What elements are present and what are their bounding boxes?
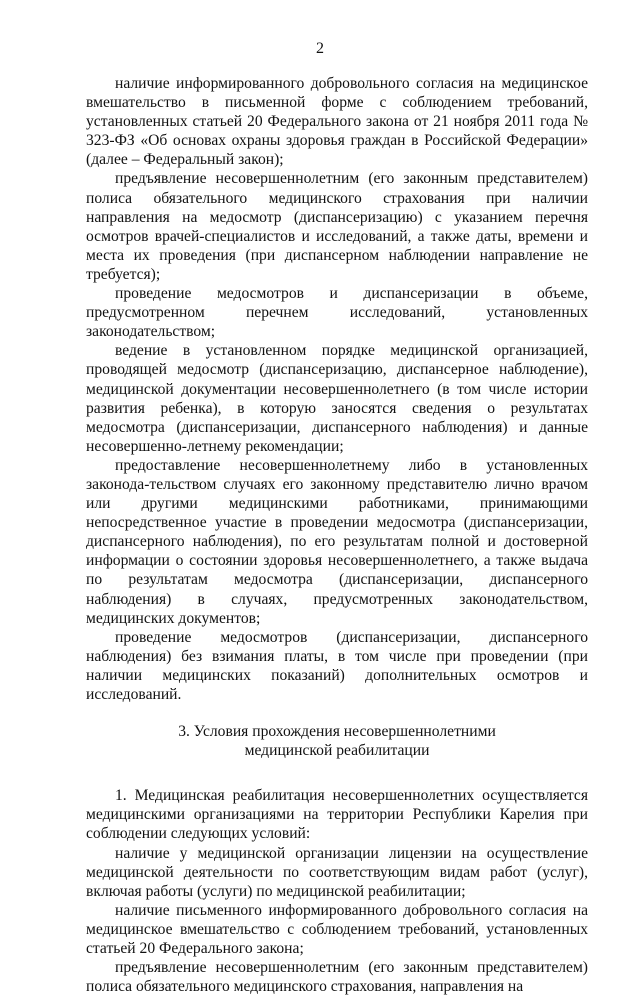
paragraph-rehabilitation-intro: 1. Медицинская реабилитация несовершеннолетних осуществляется медицинскими организациями на территории Республики Карелия при соблюдении следующих условий: [86,787,588,843]
section-heading-line-2: медицинской реабилитации [244,742,430,760]
section-spacer [86,760,588,786]
paragraph-information-provision: предоставление несовершеннолетнему либо в установленных законода-тельством случаях его законному представителю лично врачом или другими медицинскими работниками, принимающими непосредственное участие в проведении медосмотра (диспансеризации, диспансерного наблюдения), по его результатам полной и достоверной информации о состоянии здоровья несовершеннолетнего, а также выдача по результатам медосмотра (диспансеризации, диспансерного наблюдения) в случаях, предусмотренных законодательством, медицинских документов; [86,456,588,627]
section-heading-line-1: 3. Условия прохождения несовершеннолетними [178,723,496,741]
paragraph-medical-records: ведение в установленном порядке медицинской организацией, проводящей медосмотр (диспансеризацию, диспансерное наблюдение), медицинской документации несовершеннолетнего (в том числе истории развития ребенка), в которую заносятся сведения о результатах медосмотра (диспансеризации, диспансерного наблюдения) и данные несовершенно-летнему рекомендации; [86,342,588,455]
paragraph-insurance-policy: предъявление несовершеннолетним (его законным представителем) полиса обязательного медицинского страхования при наличии направления на медосмотр (диспансеризацию) с указанием перечня осмотров врачей-специалистов и исследований, а также даты, времени и места их проведения (при диспансерном наблюдении направление не требуется); [86,170,588,283]
page-number: 2 [316,40,324,57]
paragraph-policy-referral: предъявление несовершеннолетним (его законным представителем) полиса обязательного медицинского страхования, направления на [86,959,588,996]
paragraph-license: наличие у медицинской организации лицензии на осуществление медицинской деятельности по соответствующим видам работ (услуг), включая работы (услуги) по медицинской реабилитации; [86,844,588,900]
paragraph-written-consent: наличие письменного информированного добровольного согласия на медицинское вмешательство с соблюдением требований, установленных статьей 20 Федерального закона; [86,901,588,958]
paragraph-informed-consent: наличие информированного добровольного согласия на медицинское вмешательство в письменной форме с соблюдением требований, установленных статьей 20 Федерального закона от 21 ноября 2011 года № 323-ФЗ «Об основах охраны здоровья граждан в Российской Федерации» (далее – Федеральный закон); [86,75,588,169]
paragraph-exam-scope: проведение медосмотров и диспансеризации в объеме, предусмотренном перечнем исследований, установленных законодательством; [86,285,588,341]
document-body [86,74,588,996]
paragraph-free-of-charge: проведение медосмотров (диспансеризации, диспансерного наблюдения) без взимания платы, в том числе при проведении (при наличии медицинских показаний) дополнительных осмотров и исследований. [86,628,588,703]
section-spacer [86,704,588,722]
